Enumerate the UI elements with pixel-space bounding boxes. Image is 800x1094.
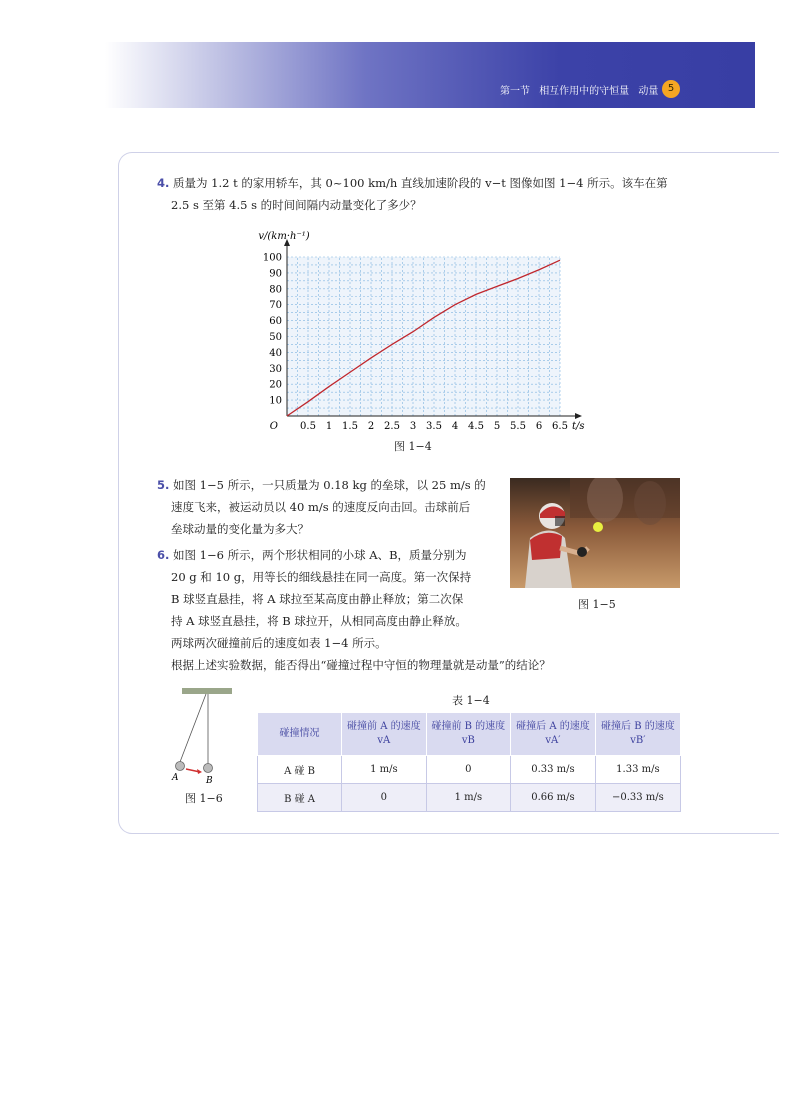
ceiling-support	[182, 688, 232, 694]
string-a	[180, 694, 206, 762]
header-subtitle: 动量	[638, 86, 659, 97]
velocity-time-chart	[228, 228, 598, 438]
x-tick-label: 6	[535, 421, 543, 432]
origin-label: O	[269, 421, 278, 432]
question-4-number: 4.	[157, 176, 170, 190]
running-header	[500, 82, 664, 97]
figure-1-4-caption: 图 1−4	[394, 440, 432, 453]
ball-a-label: A	[172, 773, 179, 783]
header-title: 相互作用中的守恒量	[539, 86, 630, 97]
y-tick-label: 70	[269, 300, 282, 312]
x-tick-label: 1.5	[342, 421, 358, 432]
x-tick-label: 5.5	[510, 421, 526, 432]
table-cell: 0.33 m/s	[511, 756, 596, 784]
table-row	[258, 756, 681, 784]
table-cell: 0	[426, 756, 511, 784]
x-axis-label: t/s	[572, 421, 585, 432]
table-cell: 0.66 m/s	[511, 784, 596, 812]
question-5	[157, 474, 502, 540]
header-section: 第一节	[500, 86, 530, 97]
question-5-line-2: 速度飞来，被运动员以 40 m/s 的速度反向击回。击球前后	[171, 500, 471, 514]
table-cell: −0.33 m/s	[595, 784, 680, 812]
x-tick-label: 4.5	[468, 421, 484, 432]
question-6-line-6: 根据上述实验数据，能否得出“碰撞过程中守恒的物理量就是动量”的结论？	[171, 658, 551, 672]
figure-1-6-caption: 图 1−6	[185, 792, 223, 805]
collision-data-table	[257, 712, 681, 812]
figure-1-5-caption: 图 1−5	[578, 598, 616, 611]
question-4	[157, 172, 677, 216]
table-header-cell: 碰撞后 B 的速度 vB′	[595, 713, 680, 756]
y-tick-label: 100	[262, 252, 282, 264]
y-tick-label: 30	[269, 363, 282, 375]
x-tick-label: 2.5	[384, 421, 400, 432]
ball-b-label: B	[206, 776, 213, 786]
y-tick-label: 90	[269, 268, 282, 280]
y-tick-label: 80	[269, 284, 282, 296]
arrow-head	[197, 769, 202, 774]
y-tick-label: 60	[269, 316, 282, 328]
question-6-line-3: B 球竖直悬挂，将 A 球拉至某高度由静止释放；第二次保	[171, 592, 464, 606]
table-header-cell: 碰撞后 A 的速度 vA′	[511, 713, 596, 756]
table-cell: 0	[342, 784, 427, 812]
y-axis-label: v/(km·h⁻¹)	[258, 231, 310, 242]
question-6-line-1: 如图 1−6 所示，两个形状相同的小球 A、B，质量分别为	[173, 548, 467, 562]
header-band	[105, 42, 755, 108]
table-cell: 1.33 m/s	[595, 756, 680, 784]
y-tick-label: 10	[269, 395, 282, 407]
question-6-line-4: 持 A 球竖直悬挂，将 B 球拉开，从相同高度由静止释放。	[171, 614, 467, 628]
table-header-cell: 碰撞前 B 的速度 vB	[426, 713, 511, 756]
x-tick-label: 3	[409, 421, 417, 432]
page-number-badge: 5	[662, 80, 680, 98]
table-cell: A 碰 B	[258, 756, 342, 784]
x-axis-arrow	[575, 413, 582, 419]
y-tick-label: 40	[269, 347, 282, 359]
table-cell: 1 m/s	[342, 756, 427, 784]
question-6-line-5: 两球两次碰撞前后的速度如表 1−4 所示。	[171, 636, 387, 650]
x-tick-label: 5	[493, 421, 501, 432]
question-5-line-1: 如图 1−5 所示，一只质量为 0.18 kg 的垒球，以 25 m/s 的	[173, 478, 486, 492]
x-tick-label: 2	[367, 421, 375, 432]
question-4-line-2: 2.5 s 至第 4.5 s 的时间间隔内动量变化了多少？	[171, 198, 422, 212]
question-6-number: 6.	[157, 548, 170, 562]
table-header-cell: 碰撞情况	[258, 713, 342, 756]
question-5-line-3: 垒球动量的变化量为多大？	[171, 522, 309, 536]
table-header-cell: 碰撞前 A 的速度 vA	[342, 713, 427, 756]
y-tick-label: 20	[269, 379, 282, 391]
x-tick-label: 3.5	[426, 421, 442, 432]
x-tick-label: 6.5	[552, 421, 568, 432]
x-tick-label: 1	[325, 421, 333, 432]
x-tick-label: 4	[451, 421, 459, 432]
ball-a	[176, 762, 185, 771]
table-1-4-title: 表 1−4	[452, 694, 490, 707]
question-5-number: 5.	[157, 478, 170, 492]
table-row	[258, 784, 681, 812]
table-cell: B 碰 A	[258, 784, 342, 812]
table-cell: 1 m/s	[426, 784, 511, 812]
y-tick-label: 50	[269, 332, 282, 343]
x-tick-label: 0.5	[300, 421, 316, 432]
pendulum-diagram	[168, 686, 238, 786]
question-6	[157, 544, 627, 676]
question-6-line-2: 20 g 和 10 g，用等长的细线悬挂在同一高度。第一次保持	[171, 570, 472, 584]
ball-b	[204, 764, 213, 773]
table-header-row	[258, 713, 681, 756]
question-4-line-1: 质量为 1.2 t 的家用轿车，其 0~100 km/h 直线加速阶段的 v−t 图像如图 1−4 所示。该车在第	[173, 176, 668, 190]
